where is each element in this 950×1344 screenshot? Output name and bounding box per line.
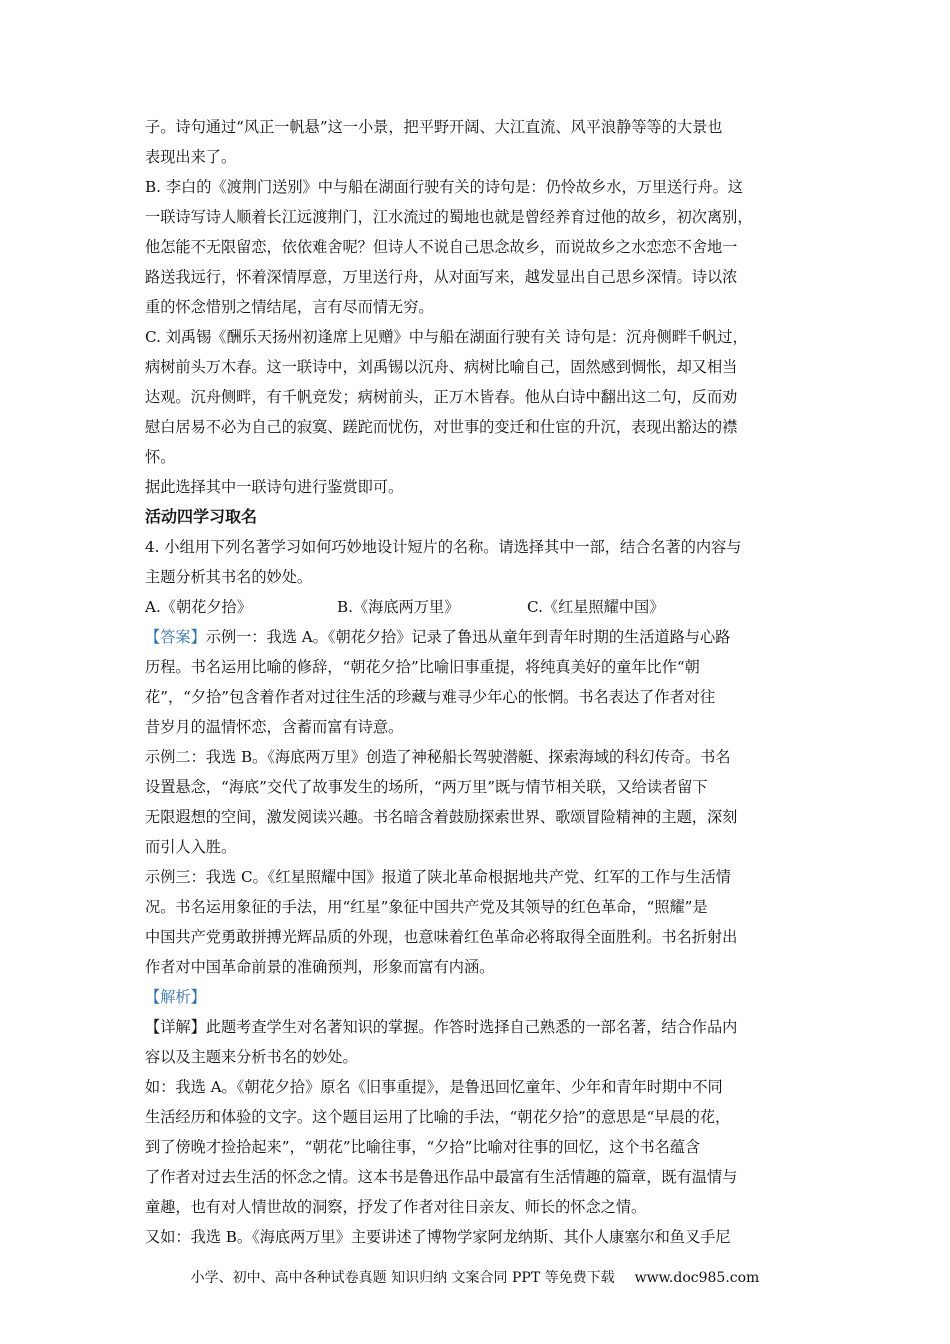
body-line: 据此选择其中一联诗句进行鉴赏即可。 (145, 478, 404, 496)
analysis-line: 如：我选 A。《朝花夕拾》原名《旧事重提》，是鲁迅回忆童年、少年和青年时期中不同 (145, 1078, 723, 1096)
option-a: A.《朝花夕拾》 (145, 598, 252, 616)
body-line: 重的怀念惜别之情结尾，言有尽而情无穷。 (145, 298, 434, 316)
analysis-line: 童趣，也有对人情世故的洞察，抒发了作者对往日亲友、师长的怀念之情。 (145, 1198, 647, 1216)
body-line: 慰白居易不必为自己的寂寞、蹉跎而忧伤，对世事的变迁和仕宦的升沉，表现出豁达的襟 (145, 418, 738, 436)
option-b: B.《海底两万里》 (337, 598, 460, 616)
option-c: C.《红星照耀中国》 (527, 598, 665, 616)
analysis-line: 容以及主题来分析书名的妙处。 (145, 1048, 358, 1066)
analysis-heading (145, 982, 810, 1012)
answer-line: 示例二：我选 B。《海底两万里》创造了神秘船长驾驶潜艇、探索海域的科幻传奇。书名 (145, 748, 731, 766)
answer-line: 示例三：我选 C。《红星照耀中国》报道了陕北革命根据地共产党、红军的工作与生活情 (145, 868, 731, 886)
body-line: 怀。 (145, 448, 176, 466)
analysis-line: 到了傍晚才捡拾起来”，“朝花”比喻往事，“夕拾”比喻对往事的回忆，这个书名蕴含 (145, 1138, 701, 1156)
answer-line: 花”，“夕拾”包含着作者对过往生活的珍藏与难寻少年心的怅惘。书名表达了作者对往 (145, 688, 716, 706)
body-line: B. 李白的《渡荆门送别》中与船在湖面行驶有关的诗句是：仍怜故乡水，万里送行舟。这 (145, 178, 743, 196)
analysis-line: 了作者对过去生活的怀念之情。这本书是鲁迅作品中最富有生活情趣的篇章，既有温情与 (145, 1168, 738, 1186)
answer-line: 中国共产党勇敢拼搏光辉品质的外现，也意味着红色革命必将取得全面胜利。书名折射出 (145, 928, 738, 946)
body-line: 子。诗句通过“风正一帆悬”这一小景，把平野开阔、大江直流、风平浪静等等的大景也 (145, 118, 723, 136)
footer-url[interactable]: www.doc985.com (634, 1270, 760, 1286)
footer-text: 小学、初中、高中各种试卷真题 知识归纳 文案合同 PPT 等免费下载 (190, 1270, 615, 1286)
page-footer (0, 1268, 950, 1288)
body-line: 他怎能不无限留恋，依依难舍呢？但诗人不说自己思念故乡，而说故乡之水恋恋不舍地一 (145, 238, 738, 256)
answer-line: 设置悬念，“海底”交代了故事发生的场所，“两万里”既与情节相关联，又给读者留下 (145, 778, 708, 796)
answer-line: 昔岁月的温情怀恋，含蓄而富有诗意。 (145, 718, 404, 736)
answer-tag: 【答案】 (145, 628, 206, 646)
body-line: C. 刘禹锡《酬乐天扬州初逢席上见赠》中与船在湖面行驶有关 诗句是：沉舟侧畔千帆过， (145, 328, 748, 346)
analysis-line: 生活经历和体验的文字。这个题目运用了比喻的手法，“朝花夕拾”的意思是“早晨的花， (145, 1108, 731, 1126)
body-line: 路送我远行，怀着深情厚意，万里送行舟，从对面写来，越发显出自己思乡深情。诗以浓 (145, 268, 738, 286)
answer-line: 作者对中国革命前景的准确预判，形象而富有内涵。 (145, 958, 495, 976)
section-heading: 活动四学习取名 (145, 507, 258, 526)
analysis-line: 又如：我选 B。《海底两万里》主要讲述了博物学家阿龙纳斯、其仆人康塞尔和鱼叉手尼 (145, 1228, 731, 1246)
body-line: 病树前头万木春。这一联诗中，刘禹锡以沉舟、病树比喻自己，固然感到惆怅，却又相当 (145, 358, 738, 376)
question-line: 主题分析其书名的妙处。 (145, 568, 313, 586)
page-content (145, 112, 810, 1252)
body-line: 一联诗写诗人顺着长江远渡荆门，江水流过的蜀地也就是曾经养育过他的故乡，初次离别， (145, 208, 753, 226)
answer-line: 而引人入胜。 (145, 838, 237, 856)
body-line: 达观。沉舟侧畔，有千帆竞发；病树前头，正万木皆春。他从白诗中翻出这二句，反而劝 (145, 388, 738, 406)
answer-text: 示例一：我选 A。《朝花夕拾》记录了鲁迅从童年到青年时期的生活道路与心路 (205, 628, 731, 646)
analysis-line: 【详解】此题考查学生对名著知识的掌握。作答时选择自己熟悉的一部名著，结合作品内 (145, 1018, 738, 1036)
question-line: 4. 小组用下列名著学习如何巧妙地设计短片的名称。请选择其中一部，结合名著的内容与 (145, 538, 742, 556)
answer-line: 况。书名运用象征的手法，用“红星”象征中国共产党及其领导的红色革命，“照耀”是 (145, 898, 708, 916)
analysis-tag: 【解析】 (145, 988, 206, 1006)
answer-line: 无限遐想的空间，激发阅读兴趣。书名暗含着鼓励探索世界、歌颂冒险精神的主题，深刻 (145, 808, 738, 826)
answer-line: 历程。书名运用比喻的修辞，“朝花夕拾”比喻旧事重提，将纯真美好的童年比作“朝 (145, 658, 700, 676)
answer-first-line (145, 622, 810, 652)
question-options (145, 592, 810, 622)
body-line: 表现出来了。 (145, 148, 237, 166)
